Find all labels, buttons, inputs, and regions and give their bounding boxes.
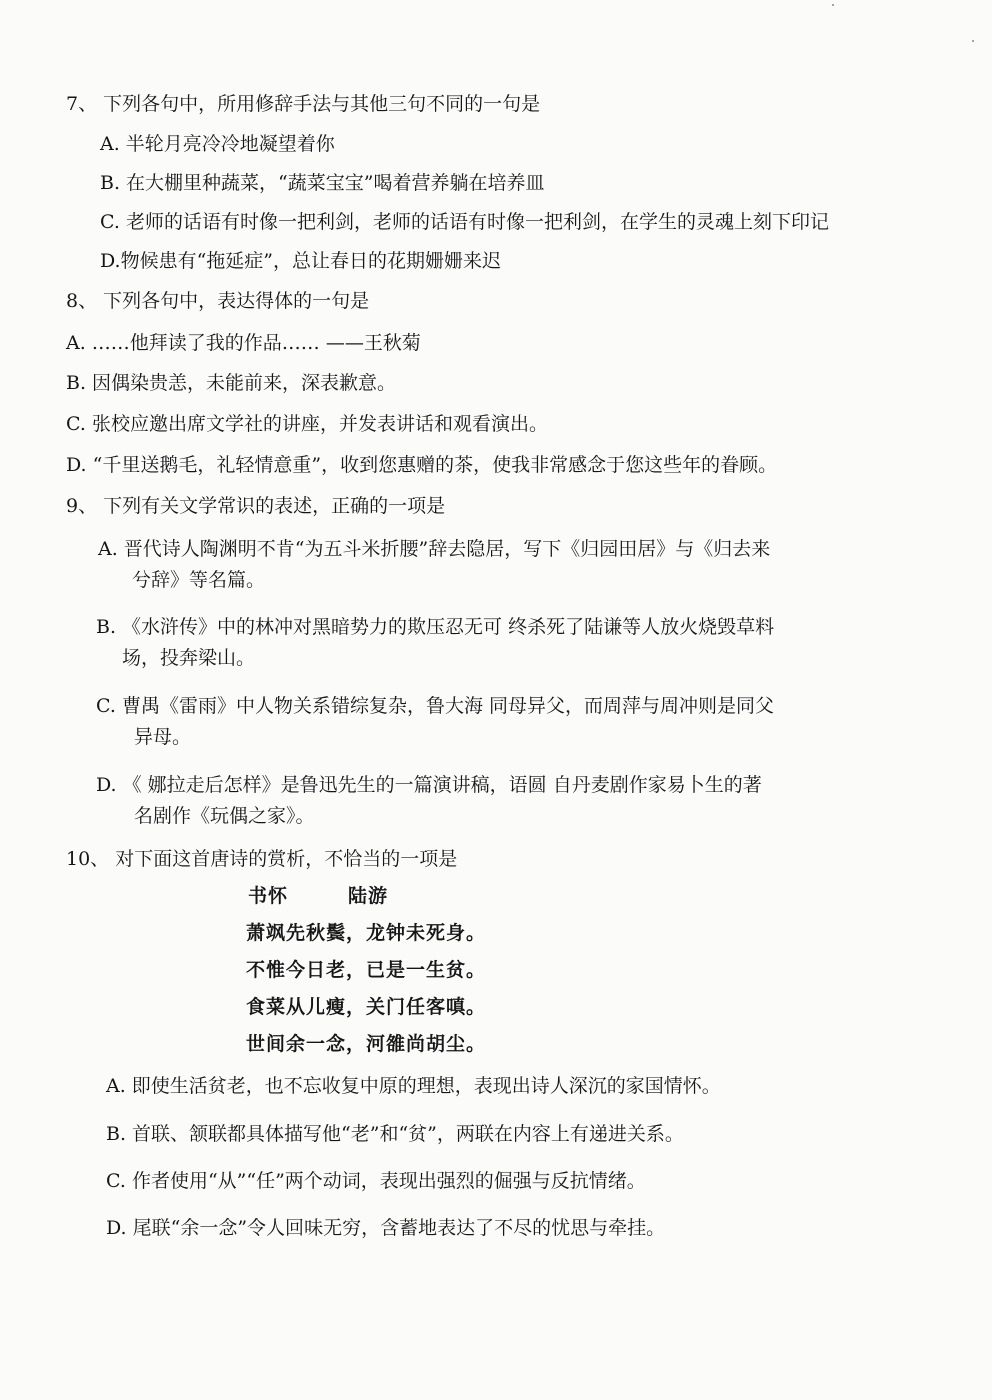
poem-line-3: 食菜从儿瘦，关门任客嗔。 xyxy=(246,996,487,1018)
scan-speck xyxy=(832,4,834,6)
q10-stem: 10、 对下面这首唐诗的赏析，不恰当的一项是 xyxy=(66,848,458,870)
poem-line-1: 萧飒先秋鬓，龙钟未死身。 xyxy=(246,922,487,944)
q8-option-c: C. 张校应邀出席文学社的讲座，并发表讲话和观看演出。 xyxy=(66,413,548,435)
q9-option-c-line1: C. 曹禺《雷雨》中人物关系错综复杂，鲁大海 同母异父，而周萍与周冲则是同父 xyxy=(96,695,774,717)
q7-option-c: C. 老师的话语有时像一把利剑，老师的话语有时像一把利剑，在学生的灵魂上刻下印记 xyxy=(100,211,829,233)
q7-stem: 7、 下列各句中，所用修辞手法与其他三句不同的一句是 xyxy=(66,93,541,115)
q9-option-a-line2: 兮辞》等名篇。 xyxy=(132,569,266,591)
q9-option-c-line2: 异母。 xyxy=(134,726,192,748)
q10-option-c: C. 作者使用“从”“任”两个动词，表现出强烈的倔强与反抗情绪。 xyxy=(106,1170,646,1192)
scan-speck xyxy=(972,40,974,42)
q8-option-d: D. “千里送鹅毛，礼轻情意重”，收到您惠赠的茶，使我非常感念于您这些年的眷顾。 xyxy=(66,454,778,476)
q10-option-b: B. 首联、颔联都具体描写他“老”和“贫”，两联在内容上有递进关系。 xyxy=(106,1123,684,1145)
q7-option-d: D.物候患有“拖延症”，总让春日的花期姗姗来迟 xyxy=(100,250,502,272)
poem-title: 书怀 xyxy=(248,885,289,907)
q9-option-a-line1: A. 晋代诗人陶渊明不肯“为五斗米折腰”辞去隐居，写下《归园田居》与《归去来 xyxy=(98,538,771,560)
q9-stem: 9、 下列有关文学常识的表述，正确的一项是 xyxy=(66,495,446,517)
poem-author: 陆游 xyxy=(348,885,389,907)
q10-option-d: D. 尾联“余一念”令人回味无穷，含蓄地表达了不尽的忧思与牵挂。 xyxy=(106,1217,666,1239)
q9-option-d-line2: 名剧作《玩偶之家》。 xyxy=(134,805,315,827)
q8-stem: 8、 下列各句中，表达得体的一句是 xyxy=(66,290,370,312)
poem-line-4: 世间余一念，河雒尚胡尘。 xyxy=(246,1033,487,1055)
poem-line-2: 不惟今日老，已是一生贫。 xyxy=(246,959,487,981)
q9-option-b-line2: 场，投奔梁山。 xyxy=(122,647,256,669)
q9-option-d-line1: D. 《 娜拉走后怎样》是鲁迅先生的一篇演讲稿，语圆 自丹麦剧作家易卜生的著 xyxy=(96,774,762,796)
q9-option-b-line1: B. 《水浒传》中的林冲对黑暗势力的欺压忍无可 终杀死了陆谦等人放火烧毁草料 xyxy=(96,616,775,638)
q7-option-a: A. 半轮月亮冷冷地凝望着你 xyxy=(100,133,335,155)
q8-option-a: A. ……他拜读了我的作品…… ——王秋菊 xyxy=(66,332,421,354)
q10-option-a: A. 即使生活贫老，也不忘收复中原的理想，表现出诗人深沉的家国情怀。 xyxy=(106,1075,721,1097)
q7-option-b: B. 在大棚里种蔬菜，“蔬菜宝宝”喝着营养躺在培养皿 xyxy=(100,172,545,194)
q8-option-b: B. 因偶染贵恙，未能前来，深表歉意。 xyxy=(66,372,397,394)
